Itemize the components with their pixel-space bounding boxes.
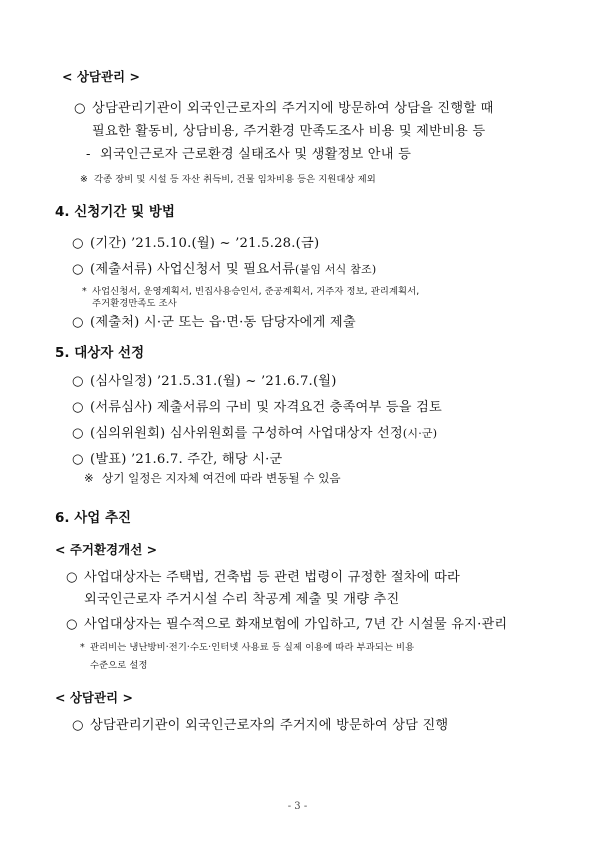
note-mark: *	[82, 286, 87, 297]
apply-period: (기간) ’21.5.10.(월) ~ ’21.5.28.(금)	[90, 236, 320, 251]
apply-period-item	[72, 236, 319, 251]
consult-top-dash-item	[86, 147, 411, 162]
select-doc-review-item	[72, 400, 442, 415]
promote-item3-text: 상담관리기관이 외국인근로자의 주거지에 방문하여 상담 진행	[90, 718, 449, 733]
bullet-circle: ○	[72, 452, 84, 467]
bullet-circle: ○	[66, 617, 78, 632]
select-committee-main: (심의위원회) 심사위원회를 구성하여 사업대상자 선정	[90, 426, 403, 441]
promote-item1-line2: 외국인근로자 주거시설 수리 착공계 제출 및 개량 추진	[84, 592, 400, 607]
bullet-circle: ○	[72, 374, 84, 389]
apply-docs-note	[82, 287, 419, 298]
consult-top-note	[80, 175, 376, 186]
consult-top-dash-text: 외국인근로자 근로환경 실태조사 및 생활정보 안내 등	[100, 147, 412, 162]
bullet-circle: ○	[72, 262, 84, 277]
promote-item1	[66, 570, 460, 585]
apply-docs-note-line1: 사업신청서, 운영계획서, 빈집사용승인서, 준공계획서, 거주자 정보, 관리계획서,	[92, 286, 420, 297]
promote-item2-text: 사업대상자는 필수적으로 화재보험에 가입하고, 7년 간 시설물 유지·관리	[84, 617, 508, 632]
apply-place: (제출처) 시·군 또는 읍·면·동 담당자에게 제출	[90, 315, 356, 330]
select-announce-item	[72, 452, 282, 467]
select-schedule: (심사일정) ’21.5.31.(월) ~ ’21.6.7.(월)	[90, 374, 337, 389]
bullet-circle: ○	[72, 400, 84, 415]
promote-item2-note-line2: 수준으로 설정	[90, 660, 148, 671]
apply-heading: 4. 신청기간 및 방법	[55, 204, 175, 220]
page-number: - 3 -	[287, 801, 308, 812]
note-mark: ※	[80, 174, 88, 185]
select-announce: (발표) ’21.6.7. 주간, 해당 시·군	[90, 452, 283, 467]
promote-item2-note	[80, 643, 414, 654]
bullet-circle: ○	[72, 426, 84, 441]
bullet-circle: ○	[72, 315, 84, 330]
select-note-text: 상기 일정은 지자체 여건에 따라 변동될 수 있음	[102, 471, 341, 485]
promote-item2	[66, 617, 507, 632]
apply-docs-note-line2: 주거환경만족도 조사	[92, 298, 177, 309]
apply-docs-item	[72, 262, 376, 277]
bullet-circle: ○	[72, 236, 84, 251]
promote-heading: 6. 사업 추진	[55, 510, 132, 526]
bullet-circle: ○	[74, 101, 86, 116]
select-heading: 5. 대상자 선정	[55, 345, 145, 361]
dash-marker: -	[86, 147, 91, 162]
apply-docs-main: (제출서류) 사업신청서 및 필요서류	[90, 262, 296, 277]
promote-item2-note-line1: 관리비는 냉난방비·전기·수도·인터넷 사용료 등 실제 이용에 따라 부과되는 비용	[90, 642, 415, 653]
promote-sub1-heading: < 주거환경개선 >	[55, 542, 158, 557]
consult-top-heading: < 상담관리 >	[62, 69, 140, 84]
bullet-circle: ○	[72, 718, 84, 733]
bullet-circle: ○	[66, 570, 78, 585]
promote-item3	[72, 718, 448, 733]
select-committee-item	[72, 426, 437, 441]
consult-top-item	[74, 101, 494, 116]
select-doc-review: (서류심사) 제출서류의 구비 및 자격요건 충족여부 등을 검토	[90, 400, 442, 415]
promote-item1-line1: 사업대상자는 주택법, 건축법 등 관련 법령이 규정한 절차에 따라	[84, 570, 460, 585]
select-committee-paren: (시·군)	[402, 427, 438, 440]
consult-top-note-text: 각종 장비 및 시설 등 자산 취득비, 건물 임차비용 등은 지원대상 제외	[94, 174, 376, 185]
apply-place-item	[72, 315, 356, 330]
select-schedule-item	[72, 374, 337, 389]
promote-sub2-heading: < 상담관리 >	[55, 690, 133, 705]
note-mark: ※	[84, 471, 94, 485]
consult-top-line1: 상담관리기관이 외국인근로자의 주거지에 방문하여 상담을 진행할 때	[92, 101, 494, 116]
note-mark: *	[80, 642, 85, 653]
consult-top-line2: 필요한 활동비, 상담비용, 주거환경 만족도조사 비용 및 제반비용 등	[92, 124, 486, 139]
apply-docs-paren: (붙임 서식 참조)	[295, 263, 377, 276]
select-note	[84, 472, 341, 485]
